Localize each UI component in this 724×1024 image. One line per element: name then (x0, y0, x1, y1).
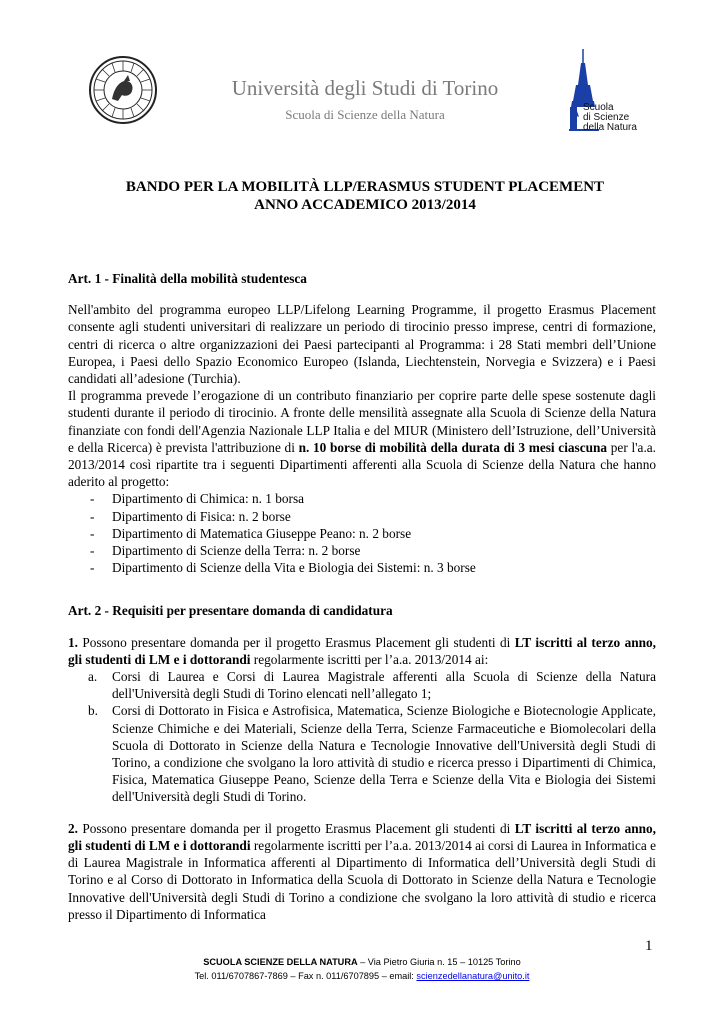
list-item: - Dipartimento di Scienze della Terra: n. 2 borse (68, 542, 656, 559)
paragraph-text: Possono presentare domanda per il progetto Erasmus Placement gli studenti di (77, 634, 515, 650)
document-title (60, 178, 670, 214)
list-item-text: Corsi di Laurea e Corsi di Laurea Magistrale afferenti alla Scuola di Scienze della Natura dell'Università degli Studi di Torino elencati nell’allegato 1; (112, 669, 656, 702)
school-name: Scuola di Scienze della Natura (285, 107, 445, 122)
departments-list (68, 490, 656, 576)
list-item: - Dipartimento di Scienze della Vita e Biologia dei Sistemi: n. 3 borse (68, 559, 656, 576)
article-1-paragraph-1: Nell'ambito del programma europeo LLP/Lifelong Learning Programme, il progetto Erasmus Placement consente agli studenti universitari di realizzare un periodo di tirocinio presso imprese, centri di formazione, centri di ricerca o altre organizzazioni dei Paesi partecipanti al Programma: i 28 Stati membri dell’Unione Europea, i Paesi dello Spazio Economico Europeo (Islanda, Liechtenstein, Norvegia e Svizzera) e i Paesi candidati all’adesione (Turchia). (68, 302, 656, 387)
paragraph-number: 1. (68, 634, 78, 650)
footer-email-link[interactable]: scienzedellanatura@unito.it (416, 971, 530, 981)
scholarship-count: n. 10 borse di mobilità della durata di 3 mesi ciascuna (298, 439, 608, 455)
university-seal-icon (88, 55, 158, 125)
page-footer (0, 955, 724, 983)
paragraph-text: Il programma prevede l’erogazione di un contributo finanziario per coprire parte delle spese sostenute dagli studenti durante il periodo di tirocinio. A fronte delle mensilità assegnate alla Scuola di Scienze della Natura finanziate con fondi dell'Agenzia Nazionale LLP Italia e del MIUR (Ministero dell’Istruzione, dell’Università e della Ricerca) è prevista l'attribuzione di (68, 388, 656, 455)
article-2-paragraph-2 (68, 820, 656, 923)
paragraph-text: regolarmente iscritti per l’a.a. 2013/2014 ai: (250, 651, 489, 667)
list-item-text: Corsi di Dottorato in Fisica e Astrofisica, Matematica, Scienze Biologiche e Biotecnologie Applicate, Scienze Chimiche e dei Materiali, Scienze della Terra, Scienze Farmaceutiche e Biomolecolari della Scuola di Dottorato in Scienze della Natura e Tecnologie Innovative dell'Università degli Studi di Torino, a condizione che svolgano la loro attività di studio e ricerca presso i Dipartimenti di Chimica, Fisica, Matematica Giuseppe Peano, Scienze della Terra e Scienze della Vita e Biologia dei Sistemi dell'Università degli Studi di Torino. (112, 703, 656, 805)
paragraph-text: per l'a.a. 2013/2014 così ripartite tra i seguenti Dipartimenti afferenti alla Scuola di Scienze della Natura che hanno aderito al progetto: (68, 439, 656, 490)
list-item: - Dipartimento di Fisica: n. 2 borse (68, 508, 656, 525)
page-number: 1 (645, 938, 653, 954)
list-item: - Dipartimento di Chimica: n. 1 borsa (68, 490, 656, 507)
paragraph-text: Possono presentare domanda per il progetto Erasmus Placement gli studenti di (77, 820, 515, 836)
eligible-students: LT iscritti al terzo anno, gli studenti di LM e i dottorandi (68, 634, 657, 667)
article-2-paragraph-1 (68, 634, 656, 668)
document-body (68, 270, 656, 923)
list-item: - Dipartimento di Matematica Giuseppe Peano: n. 2 borse (68, 525, 656, 542)
logo-line: della Natura (583, 122, 637, 133)
logo-line: di Scienze (583, 112, 630, 123)
logo-line: Scuola (583, 102, 614, 113)
footer-address (0, 955, 724, 969)
list-item (68, 702, 656, 805)
school-logo-text (583, 103, 637, 133)
university-name: Università degli Studi di Torino (231, 76, 499, 100)
footer-phone-fax: Tel. 011/6707867-7869 – Fax n. 011/6707895 – email: (194, 971, 417, 981)
eligible-students: LT iscritti al terzo anno, gli studenti di LM e i dottorandi (68, 820, 657, 853)
paragraph-text: regolarmente iscritti per l’a.a. 2013/2014 ai corsi di Laurea in Informatica e di Laurea Magistrale in Informatica afferenti al Dipartimento di Informatica dell’Università degli Studi di Torino e al Corso di Dottorato in Informatica della Scuola di Dottorato in Scienze della Natura e Tecnologie Innovative dell'Università degli Studi di Torino a condizione che svolgano la loro attività di studio e ricerca presso il Dipartimento di Informatica (68, 837, 656, 922)
list-marker: b. (88, 703, 98, 719)
footer-contacts (0, 969, 724, 983)
footer-address-text: – Via Pietro Giuria n. 15 – 10125 Torino (357, 957, 521, 967)
title-line-2: ANNO ACCADEMICO 2013/2014 (254, 197, 476, 213)
article-2-heading: Art. 2 - Requisiti per presentare domanda di candidatura (68, 603, 393, 619)
list-item (68, 668, 656, 702)
eligible-courses-list (68, 668, 656, 806)
article-1-paragraph-2 (68, 387, 656, 490)
article-1-heading: Art. 1 - Finalità della mobilità studentesca (68, 271, 307, 286)
list-marker: a. (88, 669, 98, 685)
paragraph-number: 2. (68, 820, 78, 836)
title-line-1: BANDO PER LA MOBILITÀ LLP/ERASMUS STUDENT PLACEMENT (125, 179, 605, 195)
footer-school: SCUOLA SCIENZE DELLA NATURA (203, 957, 358, 967)
